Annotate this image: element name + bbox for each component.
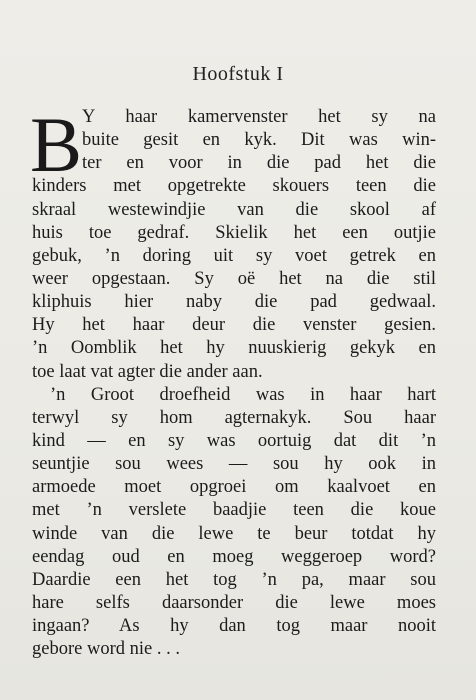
text-line: weer opgestaan. Sy oë het na die stil bbox=[32, 268, 436, 289]
text-line: kinders met opgetrekte skouers teen die bbox=[32, 176, 436, 197]
text-line: skraal westewindjie van die skool af bbox=[32, 199, 436, 220]
text-line: met ’n verslete baadjie teen die koue bbox=[32, 500, 436, 521]
text-line: Daardie een het tog ’n pa, maar sou bbox=[32, 569, 436, 590]
drop-cap: B bbox=[30, 101, 83, 188]
text-line: winde van die lewe te beur totdat hy bbox=[32, 523, 436, 544]
text-line: toe laat vat agter die ander aan. bbox=[32, 361, 263, 382]
text-line: huis toe gedraf. Skielik het een outjie bbox=[32, 222, 436, 243]
text-line: ter en voor in die pad het die bbox=[82, 153, 436, 174]
text-line: armoede moet opgroei om kaalvoet en bbox=[32, 477, 436, 498]
text-line: ’n Groot droefheid was in haar hart bbox=[50, 384, 436, 405]
text-line: terwyl sy hom agternakyk. Sou haar bbox=[32, 407, 436, 428]
text-line: gebore word nie . . . bbox=[32, 639, 180, 660]
body-text bbox=[30, 101, 436, 661]
text-line: Y haar kamervenster het sy na bbox=[82, 107, 436, 127]
chapter-title: Hoofstuk I bbox=[192, 63, 284, 85]
text-line: eendag oud en moeg weggeroep word? bbox=[32, 546, 436, 567]
text-line: ’n Oomblik het hy nuuskierig gekyk en bbox=[32, 338, 436, 359]
text-line: hare selfs daarsonder die lewe moes bbox=[32, 592, 436, 613]
text-line: kliphuis hier naby die pad gedwaal. bbox=[32, 292, 436, 313]
text-line: seuntjie sou wees — sou hy ook in bbox=[32, 454, 436, 475]
text-line: Hy het haar deur die venster gesien. bbox=[32, 315, 436, 336]
text-line: ingaan? As hy dan tog maar nooit bbox=[32, 616, 436, 637]
text-line: buite gesit en kyk. Dit was win- bbox=[82, 130, 436, 151]
text-line: gebuk, ’n doring uit sy voet getrek en bbox=[32, 245, 436, 266]
text-line: kind — en sy was oortuig dat dit ’n bbox=[32, 430, 436, 451]
